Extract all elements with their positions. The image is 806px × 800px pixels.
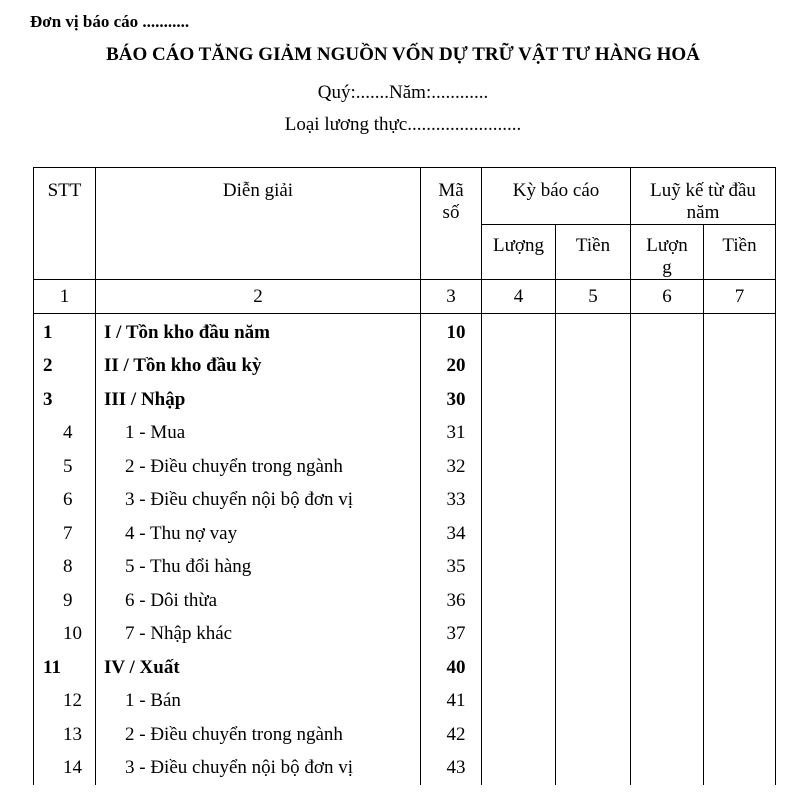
cell-period-quantity [482, 517, 556, 551]
cell-cumulative-quantity [631, 484, 704, 518]
table-row [34, 584, 776, 618]
cell-cumulative-quantity [631, 584, 704, 618]
col-header-cumulative-line1: Luỹ kế từ đầu [650, 180, 756, 201]
col-number: 2 [96, 280, 421, 314]
row-stt: 3 [34, 383, 96, 417]
row-code: 41 [421, 685, 482, 719]
cell-cumulative-amount [704, 718, 776, 752]
row-code: 30 [421, 383, 482, 417]
row-description: 6 - Dôi thừa [96, 584, 421, 618]
cell-cumulative-quantity [631, 551, 704, 585]
table-row [34, 314, 776, 350]
cell-period-quantity [482, 383, 556, 417]
table-row [34, 517, 776, 551]
cell-period-quantity [482, 350, 556, 384]
cell-period-amount [556, 718, 631, 752]
cell-period-quantity [482, 718, 556, 752]
row-description: 2 - Điều chuyển trong ngành [96, 450, 421, 484]
cell-cumulative-quantity [631, 350, 704, 384]
cell-period-amount [556, 618, 631, 652]
row-stt: 14 [34, 752, 96, 786]
cell-cumulative-amount [704, 350, 776, 384]
cell-period-quantity [482, 584, 556, 618]
row-code: 35 [421, 551, 482, 585]
row-description: 5 - Thu đổi hàng [96, 551, 421, 585]
cell-period-quantity [482, 618, 556, 652]
col-header-cumulative-line2: năm [686, 202, 720, 223]
col-header-code-line2: số [442, 202, 460, 223]
col-header-cumulative [631, 168, 776, 225]
col-number: 1 [34, 280, 96, 314]
col-header-cumulative-amount: Tiền [704, 225, 776, 280]
table-row [34, 484, 776, 518]
row-code: 31 [421, 417, 482, 451]
cell-period-quantity [482, 685, 556, 719]
row-stt: 6 [34, 484, 96, 518]
cell-period-amount [556, 584, 631, 618]
cell-cumulative-amount [704, 551, 776, 585]
col-header-period-quantity: Lượng [482, 225, 556, 280]
row-description: 4 - Thu nợ vay [96, 517, 421, 551]
cell-period-amount [556, 651, 631, 685]
table-row [34, 350, 776, 384]
table-row [34, 450, 776, 484]
cell-cumulative-amount [704, 383, 776, 417]
row-code: 33 [421, 484, 482, 518]
cell-period-quantity [482, 551, 556, 585]
cell-period-quantity [482, 417, 556, 451]
row-code: 37 [421, 618, 482, 652]
cell-cumulative-amount [704, 584, 776, 618]
cell-period-amount [556, 752, 631, 786]
row-stt: 13 [34, 718, 96, 752]
cell-cumulative-quantity [631, 651, 704, 685]
cell-period-amount [556, 383, 631, 417]
row-description: II / Tồn kho đầu kỳ [96, 350, 421, 384]
row-code: 40 [421, 651, 482, 685]
cell-cumulative-quantity [631, 417, 704, 451]
row-stt: 11 [34, 651, 96, 685]
row-description: III / Nhập [96, 383, 421, 417]
cell-period-amount [556, 314, 631, 350]
row-description: 3 - Điều chuyển nội bộ đơn vị [96, 484, 421, 518]
col-number: 7 [704, 280, 776, 314]
table-row [34, 551, 776, 585]
cell-period-amount [556, 484, 631, 518]
cell-period-quantity [482, 752, 556, 786]
cell-period-quantity [482, 314, 556, 350]
cell-cumulative-quantity [631, 450, 704, 484]
col-header-reporting-period: Kỳ báo cáo [482, 168, 631, 225]
cell-cumulative-amount [704, 618, 776, 652]
cell-cumulative-amount [704, 417, 776, 451]
row-description: IV / Xuất [96, 651, 421, 685]
cell-period-amount [556, 350, 631, 384]
cum-qty-line1: Lượn [646, 235, 688, 256]
row-description: 2 - Điều chuyển trong ngành [96, 718, 421, 752]
table-row [34, 383, 776, 417]
cell-cumulative-quantity [631, 314, 704, 350]
report-table [33, 167, 776, 785]
cell-cumulative-quantity [631, 517, 704, 551]
row-code: 42 [421, 718, 482, 752]
row-stt: 5 [34, 450, 96, 484]
cell-period-quantity [482, 450, 556, 484]
row-code: 10 [421, 314, 482, 350]
row-stt: 2 [34, 350, 96, 384]
row-description: 1 - Bán [96, 685, 421, 719]
cell-cumulative-quantity [631, 718, 704, 752]
report-title: BÁO CÁO TĂNG GIẢM NGUỒN VỐN DỰ TRỮ VẬT TƯ HÀNG HOÁ [106, 44, 700, 65]
row-description: 3 - Điều chuyển nội bộ đơn vị [96, 752, 421, 786]
col-header-stt: STT [34, 168, 96, 280]
row-stt: 8 [34, 551, 96, 585]
cell-period-amount [556, 551, 631, 585]
row-code: 32 [421, 450, 482, 484]
reporting-unit-label: Đơn vị báo cáo ........... [30, 12, 190, 31]
row-stt: 4 [34, 417, 96, 451]
food-type: Loại lương thực........................ [284, 114, 522, 135]
col-number: 5 [556, 280, 631, 314]
col-header-code [421, 168, 482, 280]
cell-cumulative-amount [704, 651, 776, 685]
col-number: 3 [421, 280, 482, 314]
row-description: I / Tồn kho đầu năm [96, 314, 421, 350]
table-row [34, 651, 776, 685]
row-code: 36 [421, 584, 482, 618]
row-stt: 7 [34, 517, 96, 551]
row-stt: 12 [34, 685, 96, 719]
col-header-code-line1: Mã [438, 180, 464, 201]
row-stt: 9 [34, 584, 96, 618]
cell-period-quantity [482, 484, 556, 518]
table-row [34, 417, 776, 451]
row-code: 20 [421, 350, 482, 384]
cell-cumulative-quantity [631, 618, 704, 652]
cell-cumulative-quantity [631, 685, 704, 719]
row-stt: 1 [34, 314, 96, 350]
row-code: 43 [421, 752, 482, 786]
cum-qty-line2: g [662, 257, 672, 278]
cell-period-amount [556, 517, 631, 551]
report-period: Quý:.......Năm:............ [317, 82, 489, 103]
cell-cumulative-amount [704, 685, 776, 719]
cell-cumulative-amount [704, 517, 776, 551]
table-row [34, 718, 776, 752]
cell-period-amount [556, 450, 631, 484]
cell-cumulative-quantity [631, 383, 704, 417]
table-row [34, 685, 776, 719]
row-code: 34 [421, 517, 482, 551]
cell-cumulative-quantity [631, 752, 704, 786]
row-description: 7 - Nhập khác [96, 618, 421, 652]
col-header-description: Diễn giải [96, 168, 421, 280]
cell-cumulative-amount [704, 484, 776, 518]
row-description: 1 - Mua [96, 417, 421, 451]
cell-cumulative-amount [704, 314, 776, 350]
cell-cumulative-amount [704, 450, 776, 484]
col-number: 4 [482, 280, 556, 314]
cell-cumulative-amount [704, 752, 776, 786]
table-row [34, 618, 776, 652]
cell-period-quantity [482, 651, 556, 685]
table-row [34, 752, 776, 786]
col-header-period-amount: Tiền [556, 225, 631, 280]
cell-period-amount [556, 685, 631, 719]
col-number: 6 [631, 280, 704, 314]
row-stt: 10 [34, 618, 96, 652]
cell-period-amount [556, 417, 631, 451]
col-header-cumulative-quantity [631, 225, 704, 280]
